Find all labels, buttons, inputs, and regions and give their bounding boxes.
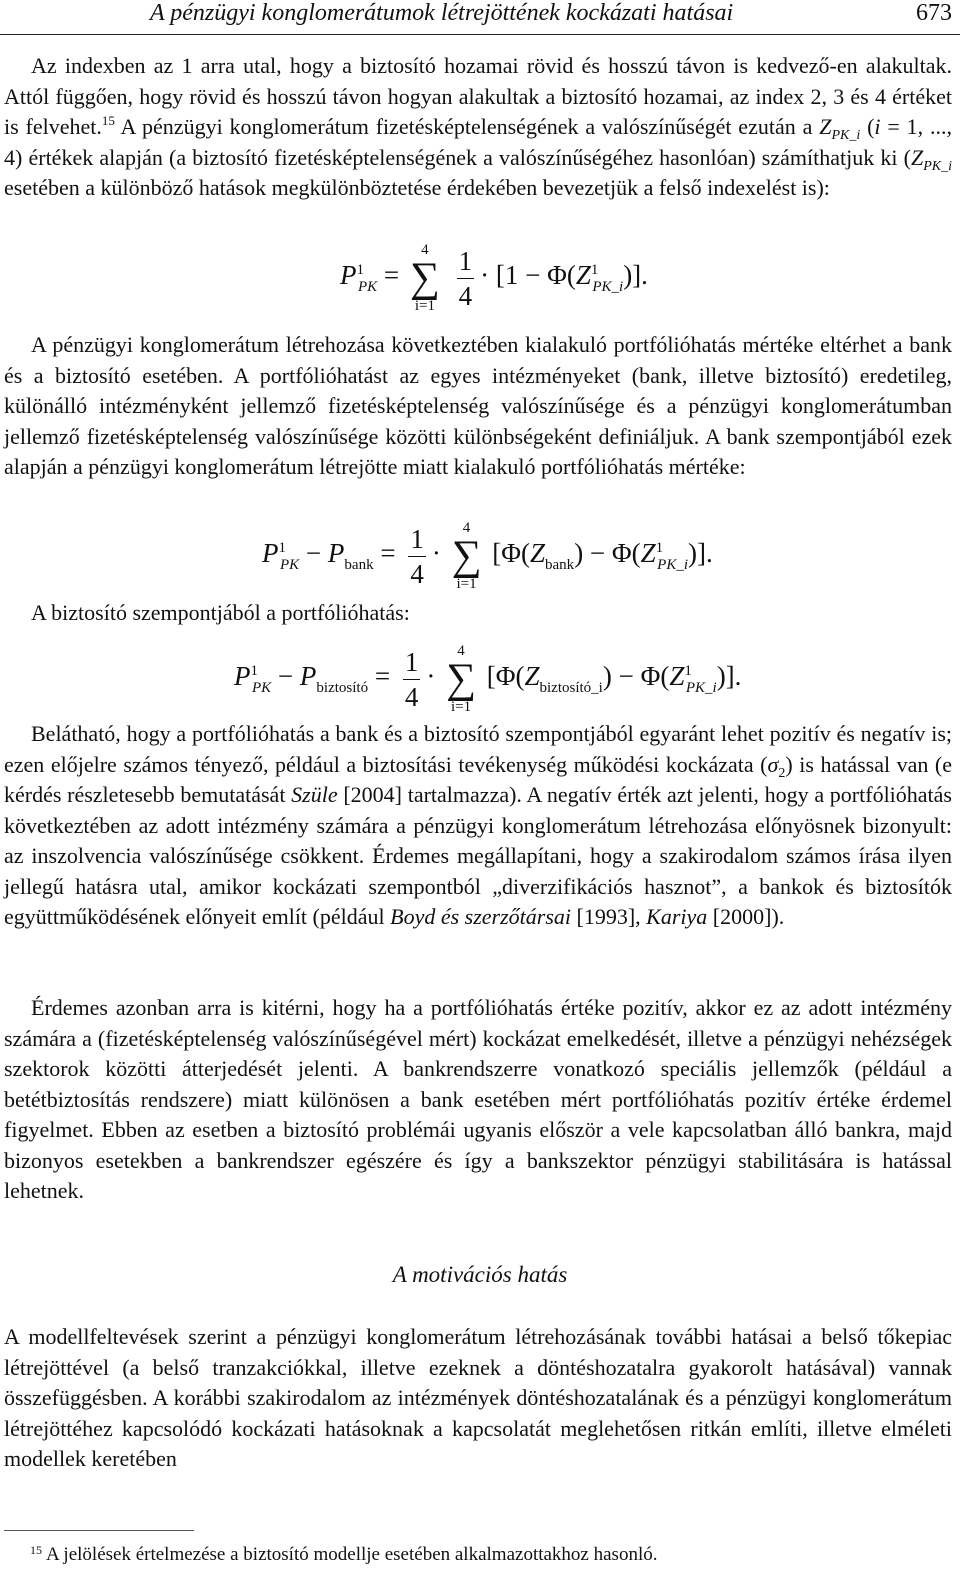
- citation-kariya: Kariya: [646, 904, 708, 929]
- formula-1-lhs-sup: 1: [356, 262, 364, 279]
- formula-1-lhs: P: [340, 260, 357, 291]
- formula-1-fraction: [457, 244, 475, 313]
- formula-2-body-b: )].: [688, 538, 713, 569]
- var-z: Z: [819, 114, 832, 139]
- sigma-symbol: ∑: [451, 533, 482, 579]
- formula-2-lhs-sub: PK: [280, 557, 300, 574]
- formula-3-body-z2: Z: [669, 661, 685, 692]
- fraction-numerator: 1: [457, 244, 475, 279]
- formula-2-body-a: [Φ(: [492, 538, 530, 569]
- running-header: [0, 0, 960, 35]
- formula-2-lhs: P: [262, 538, 279, 569]
- citation-szule: Szüle: [291, 782, 338, 807]
- paragraph-1-text-d: = 1, ..., 4) értékek alapján (a biztosító fizetésképtelenségének a valószínűségéhez hasonlóan) számíthatjuk ki (: [4, 114, 952, 170]
- formula-2-body-z2: Z: [640, 538, 656, 569]
- formula-2-dot: ·: [431, 538, 441, 569]
- paragraph-2: A pénzügyi konglomerátum létrehozása következtében kialakuló portfólióhatás mértéke eltérhet a bank és a biztosító esetében. A portfólióhatást az egyes intézményeket (bank, illetve biztosító) eredetileg, különálló intézményként jellemző fizetésképtelenség valószínűsége és a pénzügyi konglomerátumban jellemző fizetésképtelenség valószínűsége közötti különbségeként definiáljuk. A bank szempontjából ezek alapján a pénzügyi konglomerátum létrejötte miatt kialakuló portfólióhatás mértéke:: [4, 332, 952, 479]
- formula-1-body-b: )].: [623, 260, 648, 291]
- formula-2-body-z1-sub: bank: [545, 557, 575, 574]
- formula-3-fraction: [403, 645, 421, 714]
- paragraph-6: A modellfeltevések szerint a pénzügyi konglomerátum létrehozásának további hatásai a belső tőkepiac létrejöttével (a belső tranzakciókkal, illetve ezeknek a döntéshozatalra gyakorolt hatásával) vannak összefüggésben. A korábbi szakirodalom az intézmények döntéshozatalának és a pénzügyi konglomerátum létrejöttéhez kapcsolódó kockázati hatásoknak a kapcsolatát meglehetősen ritkán említi, illetve elméleti modellek keretében: [4, 1324, 952, 1471]
- formula-3-body-z1: Z: [524, 661, 540, 692]
- formula-3-body-z2-sub: PK_i: [685, 680, 717, 697]
- formula-2-body-z2-sub: PK_i: [657, 557, 689, 574]
- formula-2-minus: −: [305, 538, 322, 569]
- footnote-text: A jelölések értelmezése a biztosító modellje esetében alkalmazottakhoz hasonló.: [46, 1544, 658, 1565]
- formula-1-body-sub: PK_i: [592, 279, 624, 296]
- formula-1-lhs-sub: PK: [358, 279, 378, 296]
- formula-3-body-a: [Φ(: [486, 661, 525, 692]
- paragraph-1: [4, 51, 952, 204]
- section-heading: A motivációs hatás: [392, 1262, 568, 1287]
- sum-upper-limit: 4: [462, 520, 471, 536]
- fraction-denominator: 4: [404, 681, 419, 712]
- footnote-number: 15: [30, 1543, 42, 1557]
- paragraph-1-text-b: A pénzügyi konglomerátum fizetésképtelenségének a valószínűségét ezután a: [114, 114, 820, 139]
- formula-3-p: P: [299, 661, 317, 692]
- paragraph-3: A biztosító szempontjából a portfólióhatás:: [31, 600, 410, 625]
- sum-upper-limit: 4: [457, 643, 465, 659]
- formula-3-minus: −: [277, 661, 294, 692]
- formula-2: [262, 520, 713, 592]
- fraction-numerator: 1: [403, 645, 421, 680]
- paragraph-4-text-e: [2000]).: [707, 904, 785, 929]
- formula-1-dot: ·: [480, 260, 490, 291]
- formula-3-p-sub: biztosító: [316, 680, 369, 697]
- formula-3-lhs-sup: 1: [250, 663, 258, 680]
- paragraph-4-text-d: [1993],: [571, 904, 647, 929]
- var-z-sub-2: PK_i: [923, 158, 952, 174]
- sigma-symbol: ∑: [409, 255, 440, 301]
- formula-3-lhs: P: [234, 661, 251, 692]
- paragraph-5: Érdemes azonban arra is kitérni, hogy ha a portfólióhatás értéke pozitív, akkor ez az adott intézmény számára a (fizetésképtelenség valószínűségével mért) kockázat emelkedését, illetve a pénzügyi nehézségek szektorok közötti átterjedését jelenti. A bankrendszerre vonatkozó speciális jellemzők (például a betétbiztosítás rendszere) miatt különösen a bank esetében mért portfólióhatás pozitív értéke érdemel figyelmet. Ebben az esetben a biztosító problémái ugyanis először a vele kapcsolatban álló bankra, majd bizonyos esetekben a bankrendszer egészére és így a bankszektor pénzügyi stabilitására is hatással lehetnek.: [4, 995, 952, 1203]
- formula-1-body-z: Z: [575, 260, 591, 291]
- formula-2-body-z2-sup: 1: [655, 540, 664, 557]
- fraction-denominator: 4: [410, 558, 424, 589]
- formula-1: [340, 242, 648, 314]
- paragraph-4-text-c: [2004] tartalmazza). A negatív érték azt jelenti, hogy a portfólióhatás következtében az adott intézmény számára a pénzügyi konglomerátum létrehozása előnyösnek bizonyult: az inszolvencia valószínűsége csökkent. Érdemes megállapítani, hogy a szakirodalom számos írása ilyen jellegű hatásra utal, amikor kockázati szempontból „diverzifikációs hasznot”, a bankok és biztosítók együttműködésének előnyeit említ (például: [4, 782, 952, 929]
- formula-2-p: P: [327, 538, 345, 569]
- formula-3-lhs-sub: PK: [252, 680, 272, 697]
- formula-2-sum: [452, 520, 482, 592]
- paragraph-4-text-b: ) is hatással van (e kérdés részletesebb bemutatását: [4, 751, 952, 807]
- running-title: A pénzügyi konglomerátumok létrejöttének kockázati hatásai: [150, 0, 734, 26]
- formula-2-equals: =: [380, 538, 396, 569]
- footnote-ref-15[interactable]: 15: [101, 113, 115, 128]
- formula-3-body-mid: ) − Φ(: [602, 661, 670, 692]
- paragraph-4: [4, 719, 952, 933]
- sum-lower-limit: i=1: [450, 699, 472, 715]
- sigma-var: σ: [767, 751, 779, 777]
- sigma-symbol: ∑: [446, 656, 477, 702]
- paragraph-1-text-e: esetében a különböző hatások megkülönböztetése érdekében bevezetjük a felső indexelést is):: [4, 175, 830, 200]
- paragraph-4-text-a: Belátható, hogy a portfólióhatás a bank és a biztosító szempontjából egyaránt lehet pozitív és negatív is; ezen előjelre számos tényező, például a biztosítási tevékenység működési kockázata (: [4, 721, 952, 777]
- formula-3: [234, 643, 741, 715]
- formula-3-body-z2-sup: 1: [684, 663, 692, 680]
- formula-3-sum: [446, 643, 476, 715]
- var-i: i: [874, 114, 881, 139]
- fraction-numerator: 1: [408, 522, 426, 557]
- citation-boyd: Boyd és szerzőtársai: [390, 904, 572, 929]
- formula-3-dot: ·: [426, 661, 436, 692]
- formula-2-fraction: [408, 522, 426, 591]
- sum-upper-limit: 4: [421, 242, 429, 258]
- page-number: 673: [916, 0, 952, 26]
- sum-lower-limit: i=1: [456, 576, 477, 592]
- formula-1-equals: =: [383, 260, 400, 291]
- formula-2-p-sub: bank: [344, 557, 374, 574]
- formula-3-body-z1-sub: biztosító_i: [539, 680, 603, 697]
- var-z-2: Z: [910, 144, 924, 170]
- formula-1-body-sup: 1: [590, 262, 599, 279]
- formula-2-body-z1: Z: [529, 538, 546, 569]
- paragraph-1-text-a: Az indexben az 1 arra utal, hogy a biztosító hozamai rövid és hosszú távon is kedvező-en alakultak. Attól függően, hogy rövid és hosszú távon hogyan alakultak a biztosító hozamai, az index 2, 3 és 4 értéket is felvehet.: [4, 53, 952, 139]
- sigma-sub: 2: [778, 765, 786, 781]
- paragraph-1-text-c: (: [860, 114, 875, 139]
- formula-2-body-mid: ) − Φ(: [574, 538, 641, 569]
- formula-1-body-a: [1 − Φ(: [495, 260, 576, 291]
- footnote-15: [30, 1543, 657, 1566]
- formula-3-body-b: )].: [716, 661, 742, 692]
- fraction-denominator: 4: [458, 280, 473, 311]
- var-z-sub: PK_i: [831, 128, 861, 143]
- footnote-divider: [4, 1530, 194, 1531]
- sum-lower-limit: i=1: [414, 298, 435, 314]
- formula-1-sum: [410, 242, 440, 314]
- formula-2-lhs-sup: 1: [278, 540, 286, 557]
- formula-3-equals: =: [374, 661, 391, 692]
